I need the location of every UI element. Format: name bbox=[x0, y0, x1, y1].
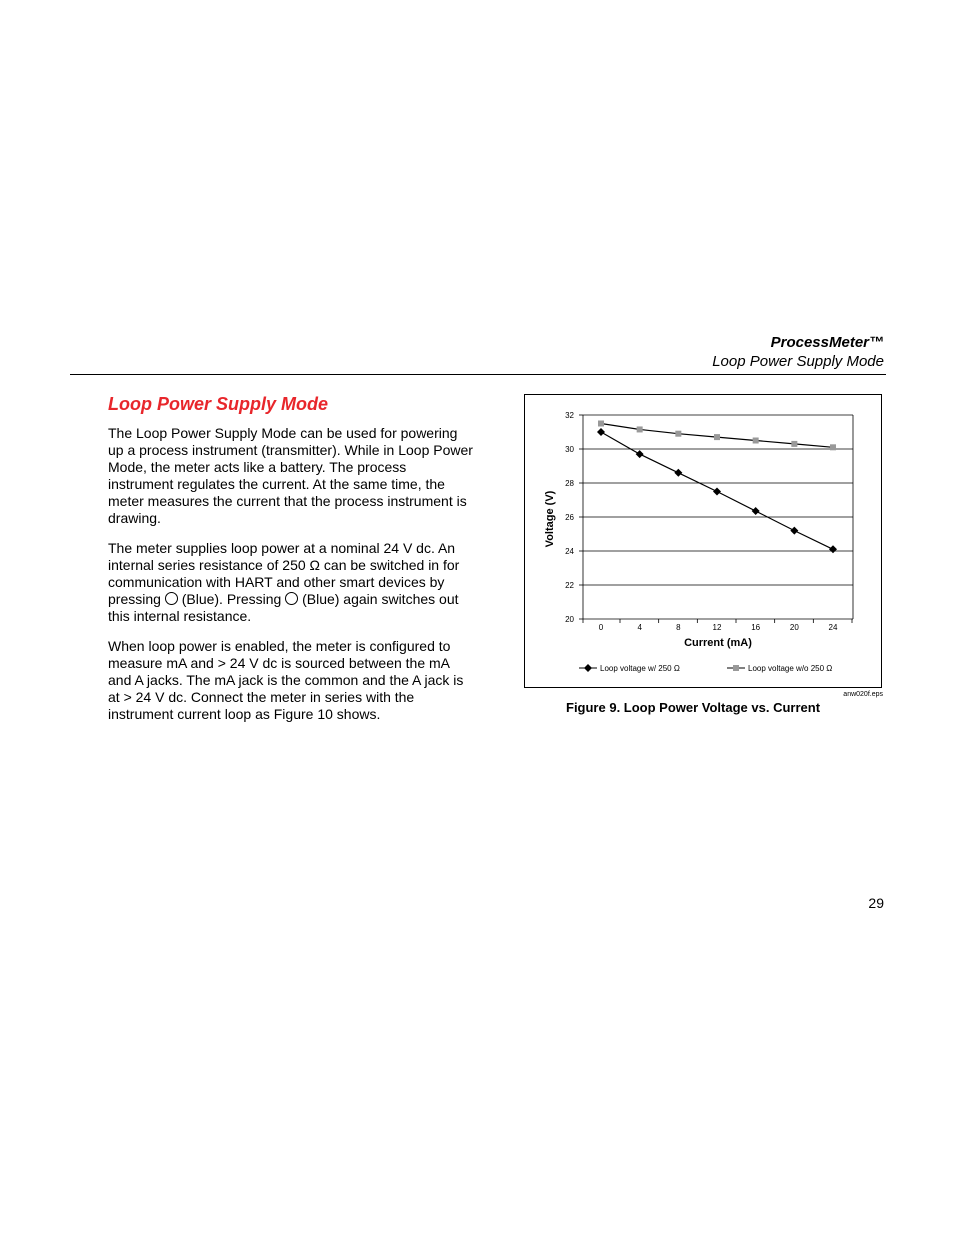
x-tick-label: 16 bbox=[751, 623, 761, 632]
y-tick-label: 26 bbox=[565, 513, 574, 522]
loop-voltage-chart bbox=[525, 395, 883, 689]
data-point-with-250 bbox=[829, 545, 837, 553]
paragraph-2-part-3: (Blue) again switches out this internal resistance. bbox=[108, 591, 459, 624]
y-tick-label: 20 bbox=[565, 615, 574, 624]
data-point-without-250 bbox=[830, 444, 836, 450]
y-tick-label: 32 bbox=[565, 411, 574, 420]
legend-marker-with-250 bbox=[584, 664, 592, 672]
x-tick-label: 8 bbox=[676, 623, 681, 632]
body-text bbox=[108, 425, 473, 736]
page-number: 29 bbox=[868, 895, 884, 911]
y-axis-label: Voltage (V) bbox=[544, 490, 556, 548]
x-tick-label: 12 bbox=[712, 623, 722, 632]
figure-file-label: anw020f.eps bbox=[843, 691, 883, 698]
figure-caption: Figure 9. Loop Power Voltage vs. Current bbox=[566, 700, 821, 715]
x-tick-label: 20 bbox=[789, 623, 799, 632]
header-rule bbox=[70, 374, 886, 375]
data-point-without-250 bbox=[598, 421, 604, 427]
data-point-with-250 bbox=[752, 507, 760, 515]
running-head bbox=[712, 333, 884, 371]
section-heading: Loop Power Supply Mode bbox=[108, 394, 328, 414]
y-tick-label: 28 bbox=[565, 479, 574, 488]
y-tick-label: 22 bbox=[565, 581, 574, 590]
paragraph-2-part-2: (Blue). Pressing bbox=[177, 591, 286, 607]
x-tick-label: 24 bbox=[828, 623, 838, 632]
data-point-with-250 bbox=[636, 450, 644, 458]
data-point-with-250 bbox=[597, 428, 605, 436]
x-axis-label: Current (mA) bbox=[684, 637, 752, 649]
paragraph-2 bbox=[108, 540, 473, 625]
figure-frame bbox=[524, 394, 882, 688]
data-point-without-250 bbox=[714, 434, 720, 440]
paragraph-1: The Loop Power Supply Mode can be used for powering up a process instrument (transmitter). While in Loop Power Mode, the meter acts like a battery. The process instrument regulates the current. At the same time, the meter measures the current that the process instrument is drawing. bbox=[108, 425, 473, 526]
y-tick-label: 24 bbox=[565, 547, 574, 556]
paragraph-2-part-1: The meter supplies loop power at a nominal 24 V dc. An internal series resistance of 250 Ω can be switched in for communication with HART and other smart devices by pressing bbox=[108, 540, 460, 607]
y-tick-label: 30 bbox=[565, 445, 574, 454]
x-tick-label: 0 bbox=[598, 623, 604, 632]
paragraph-3: When loop power is enabled, the meter is configured to measure mA and > 24 V dc is sourced between the mA and A jacks. The mA jack is the common and the A jack is at > 24 V dc. Connect the meter in series with the instrument current loop as Figure 10 shows. bbox=[108, 638, 464, 722]
legend-label-without-250: Loop voltage w/o 250 Ω bbox=[748, 664, 833, 673]
blue-button-icon bbox=[285, 592, 298, 605]
legend-label-with-250: Loop voltage w/ 250 Ω bbox=[600, 664, 680, 673]
data-point-without-250 bbox=[675, 431, 681, 437]
blue-button-icon bbox=[165, 592, 178, 605]
data-point-with-250 bbox=[790, 527, 798, 535]
data-point-without-250 bbox=[753, 438, 759, 444]
data-point-without-250 bbox=[791, 441, 797, 447]
data-point-with-250 bbox=[674, 469, 682, 477]
x-tick-label: 4 bbox=[637, 623, 642, 632]
legend-marker-without-250 bbox=[733, 665, 739, 671]
running-head-subtitle: Loop Power Supply Mode bbox=[712, 353, 884, 370]
data-point-with-250 bbox=[713, 488, 721, 496]
running-head-title: ProcessMeter™ bbox=[770, 334, 884, 351]
data-point-without-250 bbox=[637, 426, 643, 432]
